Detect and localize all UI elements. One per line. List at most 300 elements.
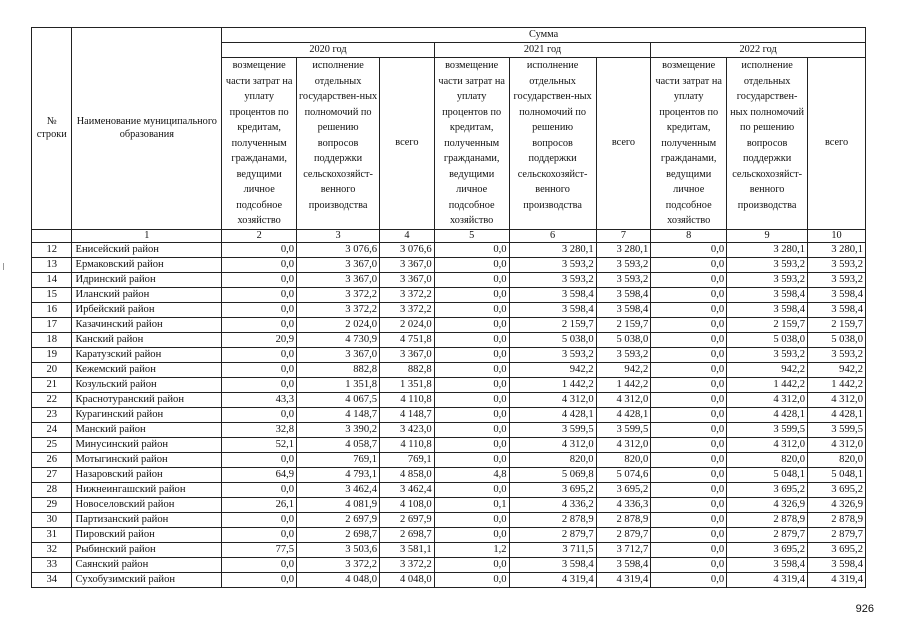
amount-cell: 4 336,2 — [509, 497, 596, 512]
table-row — [32, 482, 866, 497]
amount-cell: 4 067,5 — [297, 392, 380, 407]
amount-cell: 3 076,6 — [297, 242, 380, 257]
table-row — [32, 512, 866, 527]
header-year-2022: 2022 год — [651, 43, 866, 58]
municipality-name: Канский район — [72, 332, 222, 347]
amount-cell: 3 711,5 — [509, 542, 596, 557]
amount-cell: 2 159,7 — [596, 317, 651, 332]
row-number: 15 — [32, 287, 72, 302]
subsidy-table — [31, 27, 866, 588]
amount-cell: 0,0 — [222, 257, 297, 272]
row-number: 18 — [32, 332, 72, 347]
amount-cell: 5 038,0 — [596, 332, 651, 347]
amount-cell: 2 878,9 — [727, 512, 808, 527]
amount-cell: 4 312,0 — [509, 392, 596, 407]
amount-cell: 4 730,9 — [297, 332, 380, 347]
amount-cell: 3 695,2 — [509, 482, 596, 497]
amount-cell: 0,0 — [434, 392, 509, 407]
amount-cell: 4 148,7 — [297, 407, 380, 422]
amount-cell: 4 312,0 — [727, 392, 808, 407]
amount-cell: 882,8 — [380, 362, 435, 377]
amount-cell: 0,0 — [434, 512, 509, 527]
municipality-name: Идринский район — [72, 272, 222, 287]
column-number: 1 — [72, 229, 222, 242]
amount-cell: 4 326,9 — [808, 497, 866, 512]
row-number: 31 — [32, 527, 72, 542]
amount-cell: 4 428,1 — [509, 407, 596, 422]
table-row — [32, 422, 866, 437]
amount-cell: 2 879,7 — [509, 527, 596, 542]
amount-cell: 0,0 — [222, 512, 297, 527]
amount-cell: 2 698,7 — [297, 527, 380, 542]
municipality-name: Минусинский район — [72, 437, 222, 452]
amount-cell: 3 593,2 — [596, 347, 651, 362]
table-row — [32, 257, 866, 272]
amount-cell: 0,0 — [651, 482, 727, 497]
table-row — [32, 407, 866, 422]
amount-cell: 3 367,0 — [380, 272, 435, 287]
amount-cell: 3 367,0 — [297, 347, 380, 362]
amount-cell: 0,0 — [434, 377, 509, 392]
amount-cell: 0,1 — [434, 497, 509, 512]
amount-cell: 0,0 — [434, 347, 509, 362]
amount-cell: 3 367,0 — [297, 257, 380, 272]
municipality-name: Краснотуранский район — [72, 392, 222, 407]
municipality-name: Иланский район — [72, 287, 222, 302]
column-number: 8 — [651, 229, 727, 242]
amount-cell: 1 442,2 — [509, 377, 596, 392]
table-row — [32, 242, 866, 257]
scan-margin-mark — [3, 263, 4, 270]
municipality-name: Козульский район — [72, 377, 222, 392]
amount-cell: 0,0 — [222, 482, 297, 497]
table-row — [32, 452, 866, 467]
amount-cell: 4 081,9 — [297, 497, 380, 512]
amount-cell: 942,2 — [596, 362, 651, 377]
municipality-name: Ирбейский район — [72, 302, 222, 317]
amount-cell: 5 048,1 — [727, 467, 808, 482]
amount-cell: 4 048,0 — [380, 572, 435, 587]
amount-cell: 3 593,2 — [727, 257, 808, 272]
amount-cell: 2 697,9 — [380, 512, 435, 527]
amount-cell: 20,9 — [222, 332, 297, 347]
row-number: 16 — [32, 302, 72, 317]
amount-cell: 3 372,2 — [297, 287, 380, 302]
amount-cell: 0,0 — [651, 437, 727, 452]
amount-cell: 4 312,0 — [808, 392, 866, 407]
municipality-name: Манский район — [72, 422, 222, 437]
municipality-name: Енисейский район — [72, 242, 222, 257]
amount-cell: 3 598,4 — [727, 302, 808, 317]
amount-cell: 4 319,4 — [596, 572, 651, 587]
column-number-row — [32, 229, 866, 242]
table-row — [32, 527, 866, 542]
amount-cell: 0,0 — [222, 527, 297, 542]
amount-cell: 3 695,2 — [808, 542, 866, 557]
municipality-name: Казачинский район — [72, 317, 222, 332]
amount-cell: 0,0 — [434, 452, 509, 467]
amount-cell: 3 695,2 — [596, 482, 651, 497]
table-row — [32, 557, 866, 572]
amount-cell: 3 599,5 — [808, 422, 866, 437]
amount-cell: 26,1 — [222, 497, 297, 512]
header-interest-compensation: возмещение части затрат на уплату процентов по кредитам, полученным гражданами, ведущими личное подсобное хозяйство — [222, 58, 297, 230]
table-row — [32, 332, 866, 347]
amount-cell: 769,1 — [297, 452, 380, 467]
amount-cell: 2 159,7 — [727, 317, 808, 332]
amount-cell: 3 599,5 — [596, 422, 651, 437]
amount-cell: 3 593,2 — [509, 347, 596, 362]
amount-cell: 0,0 — [434, 317, 509, 332]
row-number: 30 — [32, 512, 72, 527]
amount-cell: 0,0 — [222, 347, 297, 362]
amount-cell: 3 372,2 — [380, 287, 435, 302]
amount-cell: 942,2 — [808, 362, 866, 377]
amount-cell: 0,0 — [651, 392, 727, 407]
amount-cell: 0,0 — [651, 422, 727, 437]
amount-cell: 3 598,4 — [596, 302, 651, 317]
header-interest-compensation: возмещение части затрат на уплату процентов по кредитам, полученным гражданами, ведущими личное подсобное хозяйство — [651, 58, 727, 230]
amount-cell: 0,0 — [651, 497, 727, 512]
header-interest-compensation: возмещение части затрат на уплату процентов по кредитам, полученным гражданами, ведущими личное подсобное хозяйство — [434, 58, 509, 230]
amount-cell: 1 351,8 — [380, 377, 435, 392]
amount-cell: 942,2 — [509, 362, 596, 377]
row-number: 17 — [32, 317, 72, 332]
amount-cell: 820,0 — [808, 452, 866, 467]
table-row — [32, 347, 866, 362]
municipality-name: Саянский район — [72, 557, 222, 572]
amount-cell: 0,0 — [651, 272, 727, 287]
amount-cell: 3 599,5 — [509, 422, 596, 437]
header-state-powers: исполнение отдельных государствен-ных полномочий по решению вопросов поддержки сельскохозяйст-венного производства — [297, 58, 380, 230]
amount-cell: 3 598,4 — [596, 287, 651, 302]
amount-cell: 3 598,4 — [727, 557, 808, 572]
amount-cell: 0,0 — [434, 257, 509, 272]
amount-cell: 3 462,4 — [380, 482, 435, 497]
amount-cell: 3 280,1 — [727, 242, 808, 257]
amount-cell: 3 593,2 — [727, 347, 808, 362]
row-number: 33 — [32, 557, 72, 572]
amount-cell: 3 367,0 — [380, 347, 435, 362]
amount-cell: 0,0 — [222, 557, 297, 572]
amount-cell: 882,8 — [297, 362, 380, 377]
table-row — [32, 497, 866, 512]
amount-cell: 1 442,2 — [596, 377, 651, 392]
amount-cell: 3 695,2 — [727, 482, 808, 497]
row-number: 29 — [32, 497, 72, 512]
amount-cell: 3 581,1 — [380, 542, 435, 557]
amount-cell: 43,3 — [222, 392, 297, 407]
amount-cell: 32,8 — [222, 422, 297, 437]
amount-cell: 0,0 — [222, 302, 297, 317]
amount-cell: 3 367,0 — [380, 257, 435, 272]
table-row — [32, 302, 866, 317]
amount-cell: 3 598,4 — [808, 287, 866, 302]
amount-cell: 3 076,6 — [380, 242, 435, 257]
column-number: 4 — [380, 229, 435, 242]
amount-cell: 1,2 — [434, 542, 509, 557]
table-row — [32, 392, 866, 407]
amount-cell: 0,0 — [222, 452, 297, 467]
municipality-name: Курагинский район — [72, 407, 222, 422]
amount-cell: 64,9 — [222, 467, 297, 482]
amount-cell: 3 695,2 — [727, 542, 808, 557]
amount-cell: 3 462,4 — [297, 482, 380, 497]
amount-cell: 4 312,0 — [808, 437, 866, 452]
amount-cell: 3 372,2 — [380, 302, 435, 317]
table-row — [32, 317, 866, 332]
table-row — [32, 437, 866, 452]
page-number: 926 — [855, 603, 874, 615]
amount-cell: 0,0 — [222, 362, 297, 377]
amount-cell: 3 280,1 — [509, 242, 596, 257]
amount-cell: 3 593,2 — [509, 272, 596, 287]
amount-cell: 5 038,0 — [727, 332, 808, 347]
header-summa: Сумма — [222, 28, 866, 43]
amount-cell: 3 423,0 — [380, 422, 435, 437]
header-year-2021: 2021 год — [434, 43, 651, 58]
row-number: 25 — [32, 437, 72, 452]
row-number: 21 — [32, 377, 72, 392]
amount-cell: 4 858,0 — [380, 467, 435, 482]
amount-cell: 3 593,2 — [596, 272, 651, 287]
header-year-2020: 2020 год — [222, 43, 434, 58]
amount-cell: 5 048,1 — [808, 467, 866, 482]
amount-cell: 2 159,7 — [808, 317, 866, 332]
amount-cell: 2 698,7 — [380, 527, 435, 542]
amount-cell: 0,0 — [434, 422, 509, 437]
municipality-name: Рыбинский район — [72, 542, 222, 557]
row-number: 27 — [32, 467, 72, 482]
amount-cell: 4,8 — [434, 467, 509, 482]
column-number: 7 — [596, 229, 651, 242]
amount-cell: 0,0 — [222, 317, 297, 332]
amount-cell: 0,0 — [434, 437, 509, 452]
amount-cell: 4 110,8 — [380, 437, 435, 452]
municipality-name: Кежемский район — [72, 362, 222, 377]
column-number: 9 — [727, 229, 808, 242]
column-number: 3 — [297, 229, 380, 242]
municipality-name: Ермаковский район — [72, 257, 222, 272]
municipality-name: Пировский район — [72, 527, 222, 542]
amount-cell: 0,0 — [651, 527, 727, 542]
amount-cell: 3 593,2 — [808, 257, 866, 272]
amount-cell: 1 351,8 — [297, 377, 380, 392]
table-header — [32, 28, 866, 243]
amount-cell: 2 879,7 — [596, 527, 651, 542]
column-number: 5 — [434, 229, 509, 242]
amount-cell: 4 048,0 — [297, 572, 380, 587]
amount-cell: 4 319,4 — [509, 572, 596, 587]
amount-cell: 0,0 — [222, 242, 297, 257]
amount-cell: 3 372,2 — [380, 557, 435, 572]
amount-cell: 0,0 — [434, 332, 509, 347]
header-municipality: Наименование муниципального образования — [72, 28, 222, 230]
amount-cell: 2 878,9 — [808, 512, 866, 527]
amount-cell: 0,0 — [651, 317, 727, 332]
row-number: 19 — [32, 347, 72, 362]
table-row — [32, 272, 866, 287]
amount-cell: 0,0 — [651, 467, 727, 482]
amount-cell: 0,0 — [434, 362, 509, 377]
amount-cell: 2 878,9 — [509, 512, 596, 527]
amount-cell: 0,0 — [222, 272, 297, 287]
column-number: 10 — [808, 229, 866, 242]
amount-cell: 3 598,4 — [808, 557, 866, 572]
row-number: 14 — [32, 272, 72, 287]
amount-cell: 0,0 — [651, 572, 727, 587]
amount-cell: 0,0 — [651, 347, 727, 362]
municipality-name: Сухобузимский район — [72, 572, 222, 587]
amount-cell: 3 367,0 — [297, 272, 380, 287]
amount-cell: 820,0 — [727, 452, 808, 467]
table-row — [32, 572, 866, 587]
amount-cell: 4 428,1 — [727, 407, 808, 422]
row-number: 24 — [32, 422, 72, 437]
amount-cell: 3 593,2 — [727, 272, 808, 287]
amount-cell: 0,0 — [651, 512, 727, 527]
amount-cell: 3 598,4 — [727, 287, 808, 302]
amount-cell: 5 038,0 — [509, 332, 596, 347]
column-number: 2 — [222, 229, 297, 242]
amount-cell: 0,0 — [434, 242, 509, 257]
row-number: 20 — [32, 362, 72, 377]
amount-cell: 0,0 — [434, 272, 509, 287]
column-number: 6 — [509, 229, 596, 242]
amount-cell: 2 024,0 — [297, 317, 380, 332]
header-state-powers: исполнение отдельных государствен-ных полномочий по решению вопросов поддержки сельскохозяйст-венного производства — [509, 58, 596, 230]
amount-cell: 2 024,0 — [380, 317, 435, 332]
amount-cell: 3 695,2 — [808, 482, 866, 497]
amount-cell: 4 428,1 — [596, 407, 651, 422]
amount-cell: 820,0 — [596, 452, 651, 467]
amount-cell: 0,0 — [651, 242, 727, 257]
header-state-powers: исполнение отдельных государствен-ных полномочий по решению вопросов поддержки сельскохозяйст-венного производства — [727, 58, 808, 230]
amount-cell: 0,0 — [651, 377, 727, 392]
amount-cell: 942,2 — [727, 362, 808, 377]
amount-cell: 2 879,7 — [727, 527, 808, 542]
municipality-name: Мотыгинский район — [72, 452, 222, 467]
amount-cell: 3 598,4 — [596, 557, 651, 572]
header-total: всего — [596, 58, 651, 230]
header-total: всего — [380, 58, 435, 230]
row-number: 12 — [32, 242, 72, 257]
amount-cell: 0,0 — [651, 257, 727, 272]
amount-cell: 0,0 — [434, 302, 509, 317]
amount-cell: 3 593,2 — [808, 272, 866, 287]
amount-cell: 820,0 — [509, 452, 596, 467]
amount-cell: 4 058,7 — [297, 437, 380, 452]
amount-cell: 1 442,2 — [808, 377, 866, 392]
amount-cell: 4 319,4 — [808, 572, 866, 587]
amount-cell: 3 598,4 — [509, 302, 596, 317]
row-number: 13 — [32, 257, 72, 272]
amount-cell: 52,1 — [222, 437, 297, 452]
amount-cell: 0,0 — [434, 482, 509, 497]
amount-cell: 3 598,4 — [509, 287, 596, 302]
row-number: 28 — [32, 482, 72, 497]
table-row — [32, 287, 866, 302]
amount-cell: 5 038,0 — [808, 332, 866, 347]
amount-cell: 3 593,2 — [808, 347, 866, 362]
amount-cell: 77,5 — [222, 542, 297, 557]
amount-cell: 3 593,2 — [509, 257, 596, 272]
amount-cell: 0,0 — [651, 332, 727, 347]
amount-cell: 4 148,7 — [380, 407, 435, 422]
table-row — [32, 467, 866, 482]
amount-cell: 5 069,8 — [509, 467, 596, 482]
amount-cell: 0,0 — [434, 527, 509, 542]
amount-cell: 1 442,2 — [727, 377, 808, 392]
amount-cell: 0,0 — [651, 557, 727, 572]
amount-cell: 2 879,7 — [808, 527, 866, 542]
amount-cell: 0,0 — [222, 287, 297, 302]
amount-cell: 2 159,7 — [509, 317, 596, 332]
amount-cell: 0,0 — [651, 362, 727, 377]
amount-cell: 4 312,0 — [596, 392, 651, 407]
amount-cell: 3 593,2 — [596, 257, 651, 272]
amount-cell: 4 108,0 — [380, 497, 435, 512]
amount-cell: 3 280,1 — [808, 242, 866, 257]
table-row — [32, 542, 866, 557]
municipality-name: Партизанский район — [72, 512, 222, 527]
row-number: 22 — [32, 392, 72, 407]
amount-cell: 4 751,8 — [380, 332, 435, 347]
amount-cell: 0,0 — [651, 287, 727, 302]
table-row — [32, 362, 866, 377]
amount-cell: 0,0 — [434, 407, 509, 422]
amount-cell: 4 312,0 — [596, 437, 651, 452]
amount-cell: 4 326,9 — [727, 497, 808, 512]
amount-cell: 0,0 — [222, 572, 297, 587]
amount-cell: 2 697,9 — [297, 512, 380, 527]
amount-cell: 3 503,6 — [297, 542, 380, 557]
municipality-name: Каратузский район — [72, 347, 222, 362]
amount-cell: 4 793,1 — [297, 467, 380, 482]
row-number: 23 — [32, 407, 72, 422]
amount-cell: 4 319,4 — [727, 572, 808, 587]
amount-cell: 3 372,2 — [297, 557, 380, 572]
amount-cell: 3 712,7 — [596, 542, 651, 557]
table-body — [32, 242, 866, 587]
municipality-name: Новоселовский район — [72, 497, 222, 512]
amount-cell: 0,0 — [222, 377, 297, 392]
header-total: всего — [808, 58, 866, 230]
amount-cell: 769,1 — [380, 452, 435, 467]
amount-cell: 4 312,0 — [727, 437, 808, 452]
amount-cell: 3 280,1 — [596, 242, 651, 257]
table-row — [32, 377, 866, 392]
amount-cell: 3 372,2 — [297, 302, 380, 317]
amount-cell: 4 110,8 — [380, 392, 435, 407]
amount-cell: 0,0 — [222, 407, 297, 422]
amount-cell: 0,0 — [651, 302, 727, 317]
amount-cell: 0,0 — [434, 572, 509, 587]
amount-cell: 3 599,5 — [727, 422, 808, 437]
amount-cell: 4 428,1 — [808, 407, 866, 422]
municipality-name: Нижнеингашский район — [72, 482, 222, 497]
amount-cell: 3 598,4 — [808, 302, 866, 317]
row-number: 32 — [32, 542, 72, 557]
municipality-name: Назаровский район — [72, 467, 222, 482]
amount-cell: 4 336,3 — [596, 497, 651, 512]
amount-cell: 0,0 — [434, 287, 509, 302]
amount-cell: 0,0 — [434, 557, 509, 572]
amount-cell: 5 074,6 — [596, 467, 651, 482]
amount-cell: 0,0 — [651, 407, 727, 422]
header-row-number: № строки — [32, 28, 72, 230]
amount-cell: 4 312,0 — [509, 437, 596, 452]
